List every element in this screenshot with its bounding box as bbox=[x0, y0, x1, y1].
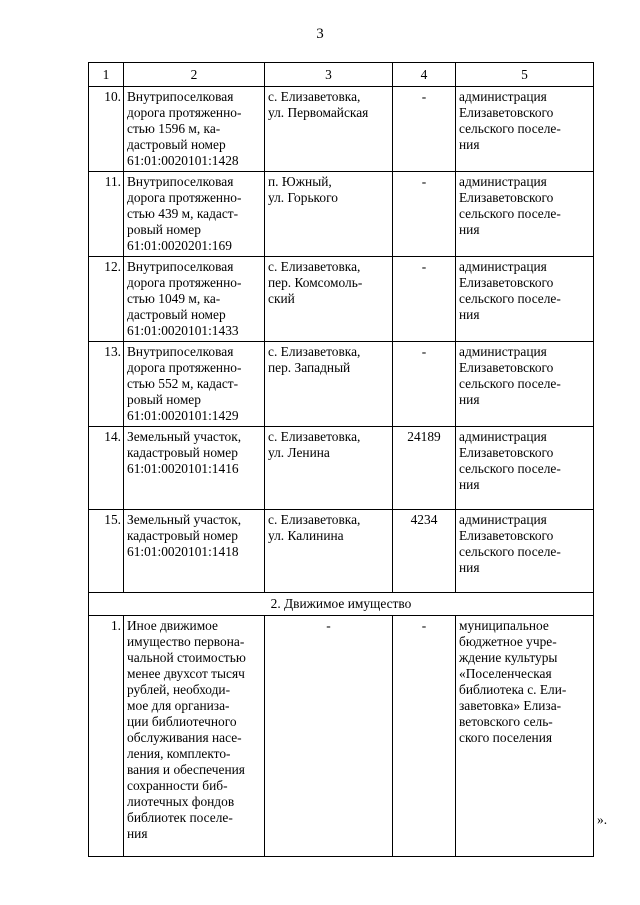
header-cell-1: 1 bbox=[89, 63, 124, 87]
cell-text-line: стью 439 м, кадаст- bbox=[127, 206, 239, 221]
location-cell bbox=[265, 257, 393, 342]
cell-text-line: ского поселения bbox=[459, 730, 553, 745]
cell-text-line: ния bbox=[459, 560, 480, 575]
cell-text-line: ский bbox=[268, 291, 295, 306]
holder-cell bbox=[456, 510, 594, 593]
cell-text-line: Елизаветовского bbox=[459, 360, 554, 375]
cell-text-line: ул. Первомайская bbox=[268, 105, 369, 120]
cell-text-line: администрация bbox=[459, 344, 547, 359]
cell-text-line: с. Елизаветовка, bbox=[268, 344, 361, 359]
cell-text-line: заветовка» Елиза- bbox=[459, 698, 562, 713]
object-name-cell bbox=[124, 257, 265, 342]
cell-text-line: стью 1049 м, ка- bbox=[127, 291, 221, 306]
table-row bbox=[89, 257, 594, 342]
header-cell-5: 5 bbox=[456, 63, 594, 87]
table-row bbox=[89, 172, 594, 257]
object-name-cell bbox=[124, 427, 265, 510]
cell-text-line: п. Южный, bbox=[268, 174, 332, 189]
cell-text-line: Внутрипоселковая bbox=[127, 89, 234, 104]
cell-text-line: чальной стоимостью bbox=[127, 650, 246, 665]
holder-cell bbox=[456, 257, 594, 342]
area-cell: 24189 bbox=[393, 427, 456, 510]
row-number-cell: 14. bbox=[89, 427, 124, 510]
object-name-cell bbox=[124, 172, 265, 257]
cell-text-line: библиотек поселе- bbox=[127, 810, 233, 825]
row-number-cell: 1. bbox=[89, 616, 124, 857]
cell-text-line: пер. Комсомоль- bbox=[268, 275, 363, 290]
location-cell bbox=[265, 342, 393, 427]
header-cell-2: 2 bbox=[124, 63, 265, 87]
location-cell bbox=[265, 427, 393, 510]
row-number-cell: 12. bbox=[89, 257, 124, 342]
cell-text-line: Елизаветовского bbox=[459, 445, 554, 460]
cell-text-line: кадастровый номер bbox=[127, 445, 238, 460]
property-table bbox=[88, 62, 594, 857]
cell-text-line: дастровый номер bbox=[127, 307, 226, 322]
area-cell: 4234 bbox=[393, 510, 456, 593]
cell-text-line: имущество первона- bbox=[127, 634, 245, 649]
cell-text-line: Елизаветовского bbox=[459, 190, 554, 205]
cell-text-line: сельского поселе- bbox=[459, 291, 561, 306]
area-cell: - bbox=[393, 87, 456, 172]
cell-text-line: администрация bbox=[459, 174, 547, 189]
cell-text-line: Елизаветовского bbox=[459, 275, 554, 290]
holder-cell bbox=[456, 87, 594, 172]
cell-text-line: 61:01:0020101:1416 bbox=[127, 461, 239, 476]
row-number-cell: 13. bbox=[89, 342, 124, 427]
cell-text-line: Земельный участок, bbox=[127, 429, 242, 444]
cell-text-line: ния bbox=[459, 477, 480, 492]
cell-text-line: Иное движимое bbox=[127, 618, 218, 633]
cell-text-line: Земельный участок, bbox=[127, 512, 242, 527]
cell-text-line: стью 1596 м, ка- bbox=[127, 121, 221, 136]
area-cell: - bbox=[393, 257, 456, 342]
table-row bbox=[89, 616, 594, 857]
location-cell bbox=[265, 510, 393, 593]
cell-text-line: 61:01:0020101:1428 bbox=[127, 153, 239, 168]
cell-text-line: с. Елизаветовка, bbox=[268, 429, 361, 444]
cell-text-line: менее двухсот тысяч bbox=[127, 666, 245, 681]
cell-text-line: ния bbox=[459, 137, 480, 152]
cell-text-line: Внутрипоселковая bbox=[127, 344, 234, 359]
cell-text-line: 61:01:0020101:1418 bbox=[127, 544, 239, 559]
cell-text-line: ния bbox=[459, 307, 480, 322]
header-cell-3: 3 bbox=[265, 63, 393, 87]
object-name-cell bbox=[124, 342, 265, 427]
cell-text-line: сохранности биб- bbox=[127, 778, 228, 793]
table-row bbox=[89, 510, 594, 593]
cell-text-line: дорога протяженно- bbox=[127, 275, 242, 290]
object-name-cell bbox=[124, 616, 265, 857]
cell-text-line: ждение культуры bbox=[459, 650, 558, 665]
cell-text-line: сельского поселе- bbox=[459, 376, 561, 391]
page-number: 3 bbox=[316, 26, 324, 42]
row-number-cell: 15. bbox=[89, 510, 124, 593]
cell-text-line: Елизаветовского bbox=[459, 105, 554, 120]
cell-text-line: ровый номер bbox=[127, 392, 201, 407]
cell-text-line: мое для организа- bbox=[127, 698, 230, 713]
area-cell: - bbox=[393, 172, 456, 257]
cell-text-line: бюджетное учре- bbox=[459, 634, 557, 649]
cell-text-line: администрация bbox=[459, 89, 547, 104]
location-cell bbox=[265, 87, 393, 172]
cell-text-line: муниципальное bbox=[459, 618, 549, 633]
cell-text-line: ветовского сель- bbox=[459, 714, 553, 729]
cell-text-line: администрация bbox=[459, 512, 547, 527]
cell-text-line: ул. Калинина bbox=[268, 528, 344, 543]
cell-text-line: сельского поселе- bbox=[459, 121, 561, 136]
closing-quote-mark: ». bbox=[597, 812, 608, 827]
cell-text-line: ления, комплекто- bbox=[127, 746, 231, 761]
cell-text-line: кадастровый номер bbox=[127, 528, 238, 543]
object-name-cell bbox=[124, 87, 265, 172]
cell-text-line: дорога протяженно- bbox=[127, 105, 242, 120]
section-row bbox=[89, 593, 594, 616]
cell-text-line: с. Елизаветовка, bbox=[268, 259, 361, 274]
holder-cell bbox=[456, 427, 594, 510]
cell-text-line: Внутрипоселковая bbox=[127, 174, 234, 189]
cell-text-line: ул. Ленина bbox=[268, 445, 330, 460]
cell-text-line: дорога протяженно- bbox=[127, 190, 242, 205]
cell-text-line: Внутрипоселковая bbox=[127, 259, 234, 274]
cell-text-line: пер. Западный bbox=[268, 360, 351, 375]
cell-text-line: Елизаветовского bbox=[459, 528, 554, 543]
table-row bbox=[89, 87, 594, 172]
cell-text-line: вания и обеспечения bbox=[127, 762, 245, 777]
holder-cell bbox=[456, 616, 594, 857]
cell-text-line: ровый номер bbox=[127, 222, 201, 237]
holder-cell bbox=[456, 172, 594, 257]
cell-text-line: с. Елизаветовка, bbox=[268, 512, 361, 527]
row-number-cell: 11. bbox=[89, 172, 124, 257]
holder-cell bbox=[456, 342, 594, 427]
cell-text-line: ния bbox=[127, 826, 148, 841]
cell-text-line: ул. Горького bbox=[268, 190, 338, 205]
cell-text-line: ния bbox=[459, 392, 480, 407]
cell-text-line: 61:01:0020201:169 bbox=[127, 238, 232, 253]
cell-text-line: ния bbox=[459, 222, 480, 237]
cell-text-line: дастровый номер bbox=[127, 137, 226, 152]
row-number-cell: 10. bbox=[89, 87, 124, 172]
cell-text-line: сельского поселе- bbox=[459, 461, 561, 476]
cell-text-line: рублей, необходи- bbox=[127, 682, 231, 697]
area-cell: - bbox=[393, 342, 456, 427]
cell-text-line: библиотека с. Ели- bbox=[459, 682, 567, 697]
cell-text-line: 61:01:0020101:1429 bbox=[127, 408, 239, 423]
cell-text-line: дорога протяженно- bbox=[127, 360, 242, 375]
table-row bbox=[89, 342, 594, 427]
cell-text-line: с. Елизаветовка, bbox=[268, 89, 361, 104]
cell-text-line: лиотечных фондов bbox=[127, 794, 235, 809]
cell-text-line: «Поселенческая bbox=[459, 666, 552, 681]
location-cell bbox=[265, 172, 393, 257]
table-header-row bbox=[89, 63, 594, 87]
object-name-cell bbox=[124, 510, 265, 593]
cell-text-line: ции библиотечного bbox=[127, 714, 237, 729]
table-row bbox=[89, 427, 594, 510]
section-title: 2. Движимое имущество bbox=[89, 593, 594, 616]
cell-text-line: стью 552 м, кадаст- bbox=[127, 376, 239, 391]
area-cell: - bbox=[393, 616, 456, 857]
cell-text-line: сельского поселе- bbox=[459, 544, 561, 559]
cell-text-line: 61:01:0020101:1433 bbox=[127, 323, 239, 338]
cell-text-line: администрация bbox=[459, 429, 547, 444]
location-cell: - bbox=[265, 616, 393, 857]
header-cell-4: 4 bbox=[393, 63, 456, 87]
cell-text-line: обслуживания насе- bbox=[127, 730, 242, 745]
cell-text-line: сельского поселе- bbox=[459, 206, 561, 221]
cell-text-line: администрация bbox=[459, 259, 547, 274]
